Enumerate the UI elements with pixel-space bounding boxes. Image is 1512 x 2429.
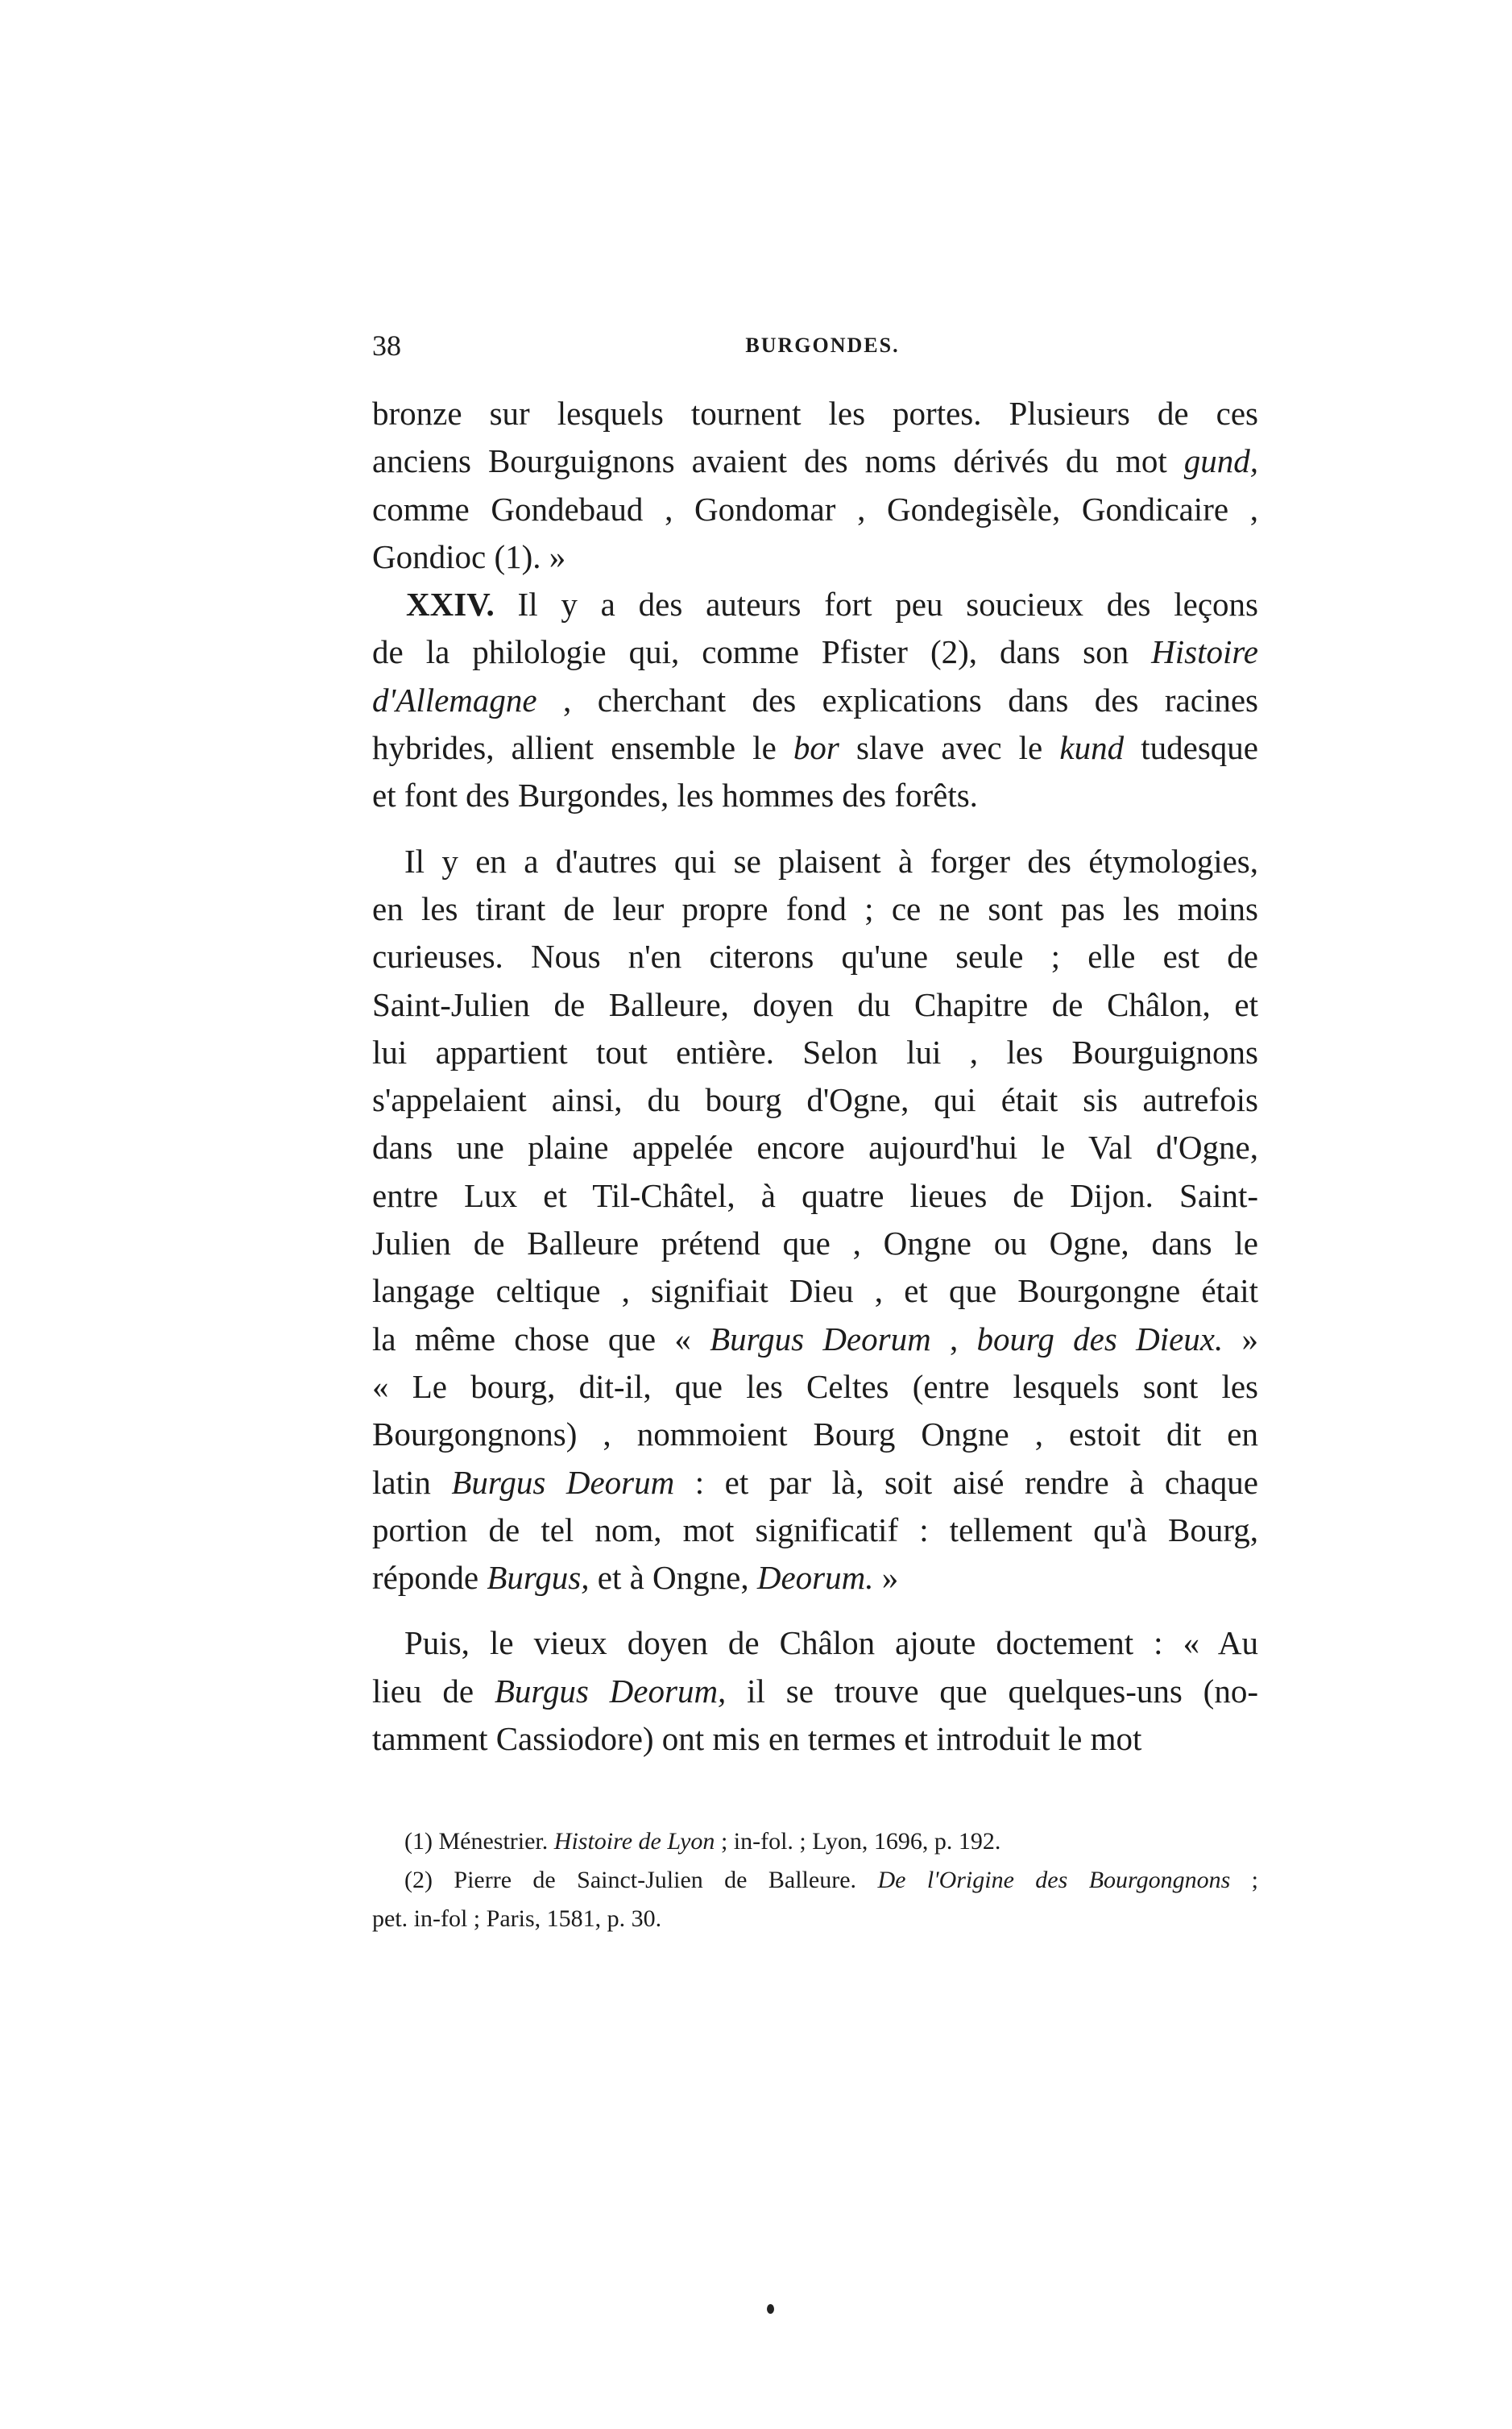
text-line: Il y en a d'autres qui se plaisent à forger des étymologies,	[404, 842, 1258, 880]
italic-text: bor	[793, 729, 839, 767]
italic-text: Histoire de Lyon	[553, 1828, 715, 1855]
text-line: en les tirant de leur propre fond ; ce ne sont pas les moins	[372, 889, 1258, 927]
footnotes	[372, 1822, 1258, 1938]
text-line: Bourgongnons) , nommoient Bourg Ongne , estoit dit en	[372, 1416, 1258, 1453]
italic-text: Burgus Deorum	[710, 1320, 931, 1358]
text-line: réponde Burgus, et à Ongne, Deorum. »	[372, 1559, 899, 1597]
text-line: et font des Burgondes, les hommes des forêts.	[372, 777, 978, 815]
italic-text: kund	[1059, 729, 1125, 767]
page-number: 38	[372, 330, 401, 362]
footnote-line: (1) Ménestrier. Histoire de Lyon ; in-fol. ; Lyon, 1696, p. 192.	[404, 1828, 1001, 1855]
text-line: dans une plaine appelée encore aujourd'hui le Val d'Ogne,	[372, 1129, 1258, 1167]
running-head	[372, 329, 1273, 369]
italic-text: Histoire	[1151, 633, 1258, 671]
italic-text: De l'Origine des Bourgongnons	[877, 1867, 1231, 1893]
text-line: d'Allemagne , cherchant des explications dans des racines	[372, 681, 1258, 719]
text-line: de la philologie qui, comme Pfister (2), dans son Histoire	[372, 633, 1258, 671]
text-line: bronze sur lesquels tournent les portes. Plusieurs de ces	[372, 395, 1258, 432]
text-line: curieuses. Nous n'en citerons qu'une seule ; elle est de	[372, 938, 1258, 976]
text-line: la même chose que « Burgus Deorum , bourg des Dieux. »	[372, 1320, 1259, 1358]
text-line: portion de tel nom, mot significatif : tellement qu'à Bourg,	[372, 1511, 1258, 1548]
text-line: Gondioc (1). »	[372, 537, 566, 575]
italic-text: d'Allemagne	[372, 681, 537, 719]
text-line: anciens Bourguignons avaient des noms dérivés du mot gund,	[372, 442, 1258, 480]
footnote-line: pet. in-fol ; Paris, 1581, p. 30.	[372, 1905, 662, 1932]
text-line: Saint-Julien de Balleure, doyen du Chapitre de Châlon, et	[372, 985, 1258, 1023]
running-title: BURGONDES.	[745, 334, 900, 357]
italic-text: Burgus Deorum,	[494, 1672, 727, 1710]
text-line: entre Lux et Til-Châtel, à quatre lieues de Dijon. Saint-	[372, 1176, 1258, 1214]
text-line: lieu de Burgus Deorum, il se trouve que quelques-uns (no-	[372, 1672, 1258, 1710]
italic-text: Burgus Deorum	[451, 1463, 675, 1501]
text-line: s'appelaient ainsi, du bourg d'Ogne, qui était sis autrefois	[372, 1081, 1258, 1119]
text-line: latin Burgus Deorum : et par là, soit aisé rendre à chaque	[372, 1463, 1258, 1501]
italic-text: Deorum.	[756, 1559, 874, 1597]
italic-text: bourg des Dieux.	[976, 1320, 1224, 1358]
paragraph	[372, 838, 1258, 1602]
footnote-line: (2) Pierre de Sainct-Julien de Balleure. De l'Origine des Bourgongnons ;	[404, 1867, 1259, 1893]
paragraph-gap	[372, 820, 1258, 838]
section-number: XXIV.	[406, 586, 495, 624]
footnote	[372, 1861, 1258, 1938]
text-line: XXIV. Il y a des auteurs fort peu soucieux des leçons	[406, 586, 1258, 624]
body-text	[372, 390, 1258, 1763]
footnote	[372, 1822, 1258, 1861]
paragraph	[372, 581, 1258, 819]
paragraph	[372, 390, 1258, 581]
text-line: Puis, le vieux doyen de Châlon ajoute doctement : « Au	[404, 1624, 1258, 1662]
text-line: tamment Cassiodore) ont mis en termes et introduit le mot	[372, 1720, 1142, 1758]
ink-speck	[767, 2304, 774, 2314]
text-line: Julien de Balleure prétend que , Ongne ou Ogne, dans le	[372, 1225, 1258, 1262]
text-line: comme Gondebaud , Gondomar , Gondegisèle, Gondicaire ,	[372, 490, 1258, 528]
text-line: « Le bourg, dit-il, que les Celtes (entre lesquels sont les	[372, 1367, 1258, 1405]
text-line: lui appartient tout entière. Selon lui , les Bourguignons	[372, 1033, 1258, 1071]
paragraph-gap	[372, 1602, 1258, 1619]
text-line: langage celtique , signifiait Dieu , et que Bourgongne était	[372, 1272, 1258, 1310]
paragraph	[372, 1619, 1258, 1763]
italic-text: gund,	[1183, 442, 1258, 480]
italic-text: Burgus,	[487, 1559, 590, 1597]
text-line: hybrides, allient ensemble le bor slave avec le kund tudesque	[372, 729, 1258, 767]
